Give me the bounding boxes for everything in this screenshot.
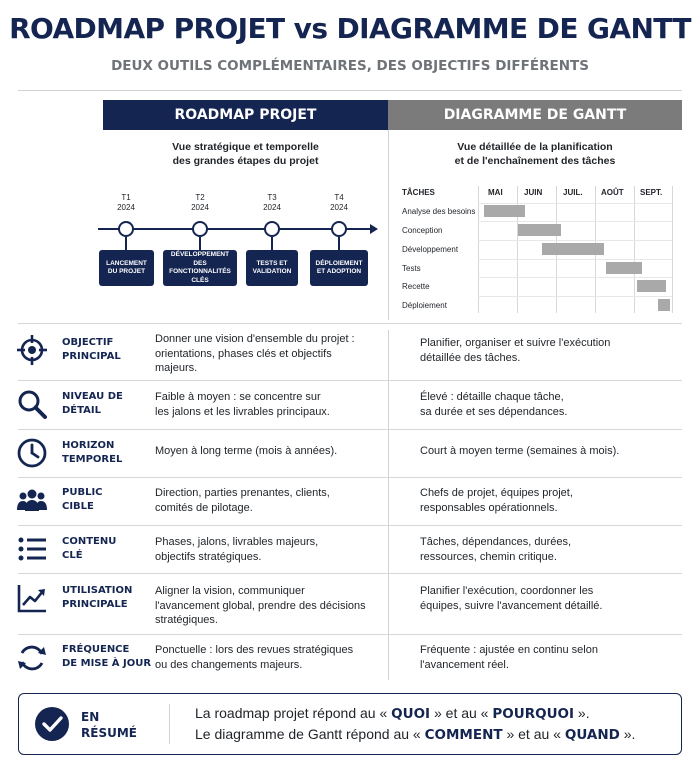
- gantt-task-label: Recette: [402, 282, 430, 291]
- gantt-task-label: Tests: [402, 264, 421, 273]
- column-divider-rows: [388, 330, 389, 680]
- gantt-bar: [637, 280, 666, 292]
- row-divider: [18, 380, 682, 381]
- gantt-bar: [606, 262, 642, 274]
- trend-chart-icon: [16, 582, 48, 614]
- milestone-date: T1 2024: [117, 193, 135, 212]
- gantt-cell: Tâches, dépendances, durées, ressources, chemin critique.: [420, 536, 572, 563]
- gantt-cell: Élevé : détaille chaque tâche, sa durée et ses dépendances.: [420, 391, 568, 418]
- gantt-task-label: Déploiement: [402, 301, 447, 310]
- gantt-bar: [658, 299, 670, 311]
- milestone-label: TESTS ET VALIDATION: [246, 250, 298, 286]
- milestone-label: DÉVELOPPEMENT DES FONCTIONNALITÉS CLÉS: [163, 250, 237, 286]
- roadmap-header: ROADMAP PROJET: [103, 100, 388, 130]
- roadmap-cell: Donner une vision d'ensemble du projet : orientations, phases clés et objectifs majeurs.: [155, 333, 355, 374]
- gantt-cell: Planifier, organiser et suivre l'exécution détaillée des tâches.: [420, 337, 611, 364]
- people-icon: [16, 485, 48, 517]
- roadmap-cell: Ponctuelle : lors des revues stratégiques ou des changements majeurs.: [155, 644, 354, 671]
- milestone-date: T4 2024: [330, 193, 348, 212]
- gantt-row-line: [478, 259, 672, 260]
- row-divider: [18, 429, 682, 430]
- gantt-row-line: [478, 203, 672, 204]
- milestone-marker: [192, 221, 208, 237]
- row-divider: [18, 525, 682, 526]
- row-label: OBJECTIF PRINCIPAL: [62, 337, 121, 362]
- row-label: PUBLIC CIBLE: [62, 487, 103, 512]
- milestone-stem: [271, 237, 273, 250]
- row-divider: [18, 634, 682, 635]
- gantt-row-line: [478, 277, 672, 278]
- milestone-marker: [264, 221, 280, 237]
- list-icon: [16, 533, 48, 565]
- checkmark-icon: [35, 707, 69, 741]
- gantt-task-label: Développement: [402, 245, 459, 254]
- roadmap-intro: Vue stratégique et temporelle des grandes étapes du projet: [172, 141, 319, 167]
- gantt-cell: Planifier l'exécution, coordonner les équipes, suivre l'avancement détaillé.: [420, 585, 603, 612]
- section-divider: [18, 323, 682, 324]
- gantt-row-line: [478, 296, 672, 297]
- roadmap-cell: Moyen à long terme (mois à années).: [155, 445, 338, 457]
- gantt-intro: Vue détaillée de la planification et de l'enchaînement des tâches: [454, 141, 616, 167]
- milestone-marker: [118, 221, 134, 237]
- row-divider: [18, 573, 682, 574]
- row-label: UTILISATION PRINCIPALE: [62, 585, 133, 610]
- roadmap-cell: Phases, jalons, livrables majeurs, objectifs stratégiques.: [155, 536, 319, 563]
- milestone-label: DÉPLOIEMENT ET ADOPTION: [310, 250, 368, 286]
- summary-line-roadmap: La roadmap projet répond au « QUOI » et au « POURQUOI ».: [195, 705, 590, 722]
- milestone-stem: [125, 237, 127, 250]
- refresh-icon: [16, 642, 48, 674]
- page-subtitle: DEUX OUTILS COMPLÉMENTAIRES, DES OBJECTIFS DIFFÉRENTS: [111, 58, 589, 74]
- gantt-tasks-header: TÂCHES: [402, 188, 435, 197]
- gantt-bar: [518, 224, 561, 236]
- row-label: HORIZON TEMPOREL: [62, 440, 123, 465]
- roadmap-cell: Aligner la vision, communiquer l'avancement global, prendre des décisions stratégiques.: [155, 585, 366, 626]
- gantt-month: AOÛT: [601, 188, 624, 197]
- gantt-bar: [542, 243, 604, 255]
- summary-box: [18, 693, 682, 755]
- timeline-arrow-icon: [370, 224, 378, 234]
- gantt-task-label: Analyse des besoins: [402, 207, 476, 216]
- row-label: NIVEAU DE DÉTAIL: [62, 391, 123, 416]
- gantt-gridline: [634, 186, 635, 313]
- gantt-cell: Court à moyen terme (semaines à mois).: [420, 445, 620, 457]
- title-divider: [18, 90, 682, 91]
- milestone-date: T2 2024: [191, 193, 209, 212]
- row-label: CONTENU CLÉ: [62, 536, 117, 561]
- gantt-cell: Chefs de projet, équipes projet, responsables opérationnels.: [420, 487, 573, 514]
- gantt-row-line: [478, 240, 672, 241]
- gantt-row-line: [478, 221, 672, 222]
- page-title: ROADMAP PROJET vs DIAGRAMME DE GANTT: [9, 12, 691, 45]
- gantt-cell: Fréquente : ajustée en continu selon l'avancement réel.: [420, 644, 598, 671]
- roadmap-cell: Direction, parties prenantes, clients, comités de pilotage.: [155, 487, 330, 514]
- roadmap-cell: Faible à moyen : se concentre sur les jalons et les livrables principaux.: [155, 391, 330, 418]
- gantt-month: SEPT.: [640, 188, 663, 197]
- milestone-label: LANCEMENT DU PROJET: [99, 250, 154, 286]
- clock-icon: [16, 437, 48, 469]
- summary-line-gantt: Le diagramme de Gantt répond au « COMMENT » et au « QUAND ».: [195, 726, 636, 743]
- milestone-stem: [199, 237, 201, 250]
- gantt-month: JUIN: [524, 188, 543, 197]
- summary-label: EN RÉSUMÉ: [81, 710, 137, 740]
- gantt-month: JUIL.: [563, 188, 583, 197]
- gantt-gridline: [672, 186, 673, 313]
- gantt-month: MAI: [488, 188, 503, 197]
- gantt-bar: [484, 205, 525, 217]
- summary-divider: [169, 704, 170, 744]
- milestone-stem: [338, 237, 340, 250]
- gantt-gridline: [478, 186, 479, 313]
- target-icon: [16, 334, 48, 366]
- row-divider: [18, 477, 682, 478]
- row-label: FRÉQUENCE DE MISE À JOUR: [62, 644, 152, 669]
- milestone-date: T3 2024: [263, 193, 281, 212]
- milestone-marker: [331, 221, 347, 237]
- magnifier-icon: [16, 388, 48, 420]
- gantt-header: DIAGRAMME DE GANTT: [388, 100, 682, 130]
- gantt-task-label: Conception: [402, 226, 443, 235]
